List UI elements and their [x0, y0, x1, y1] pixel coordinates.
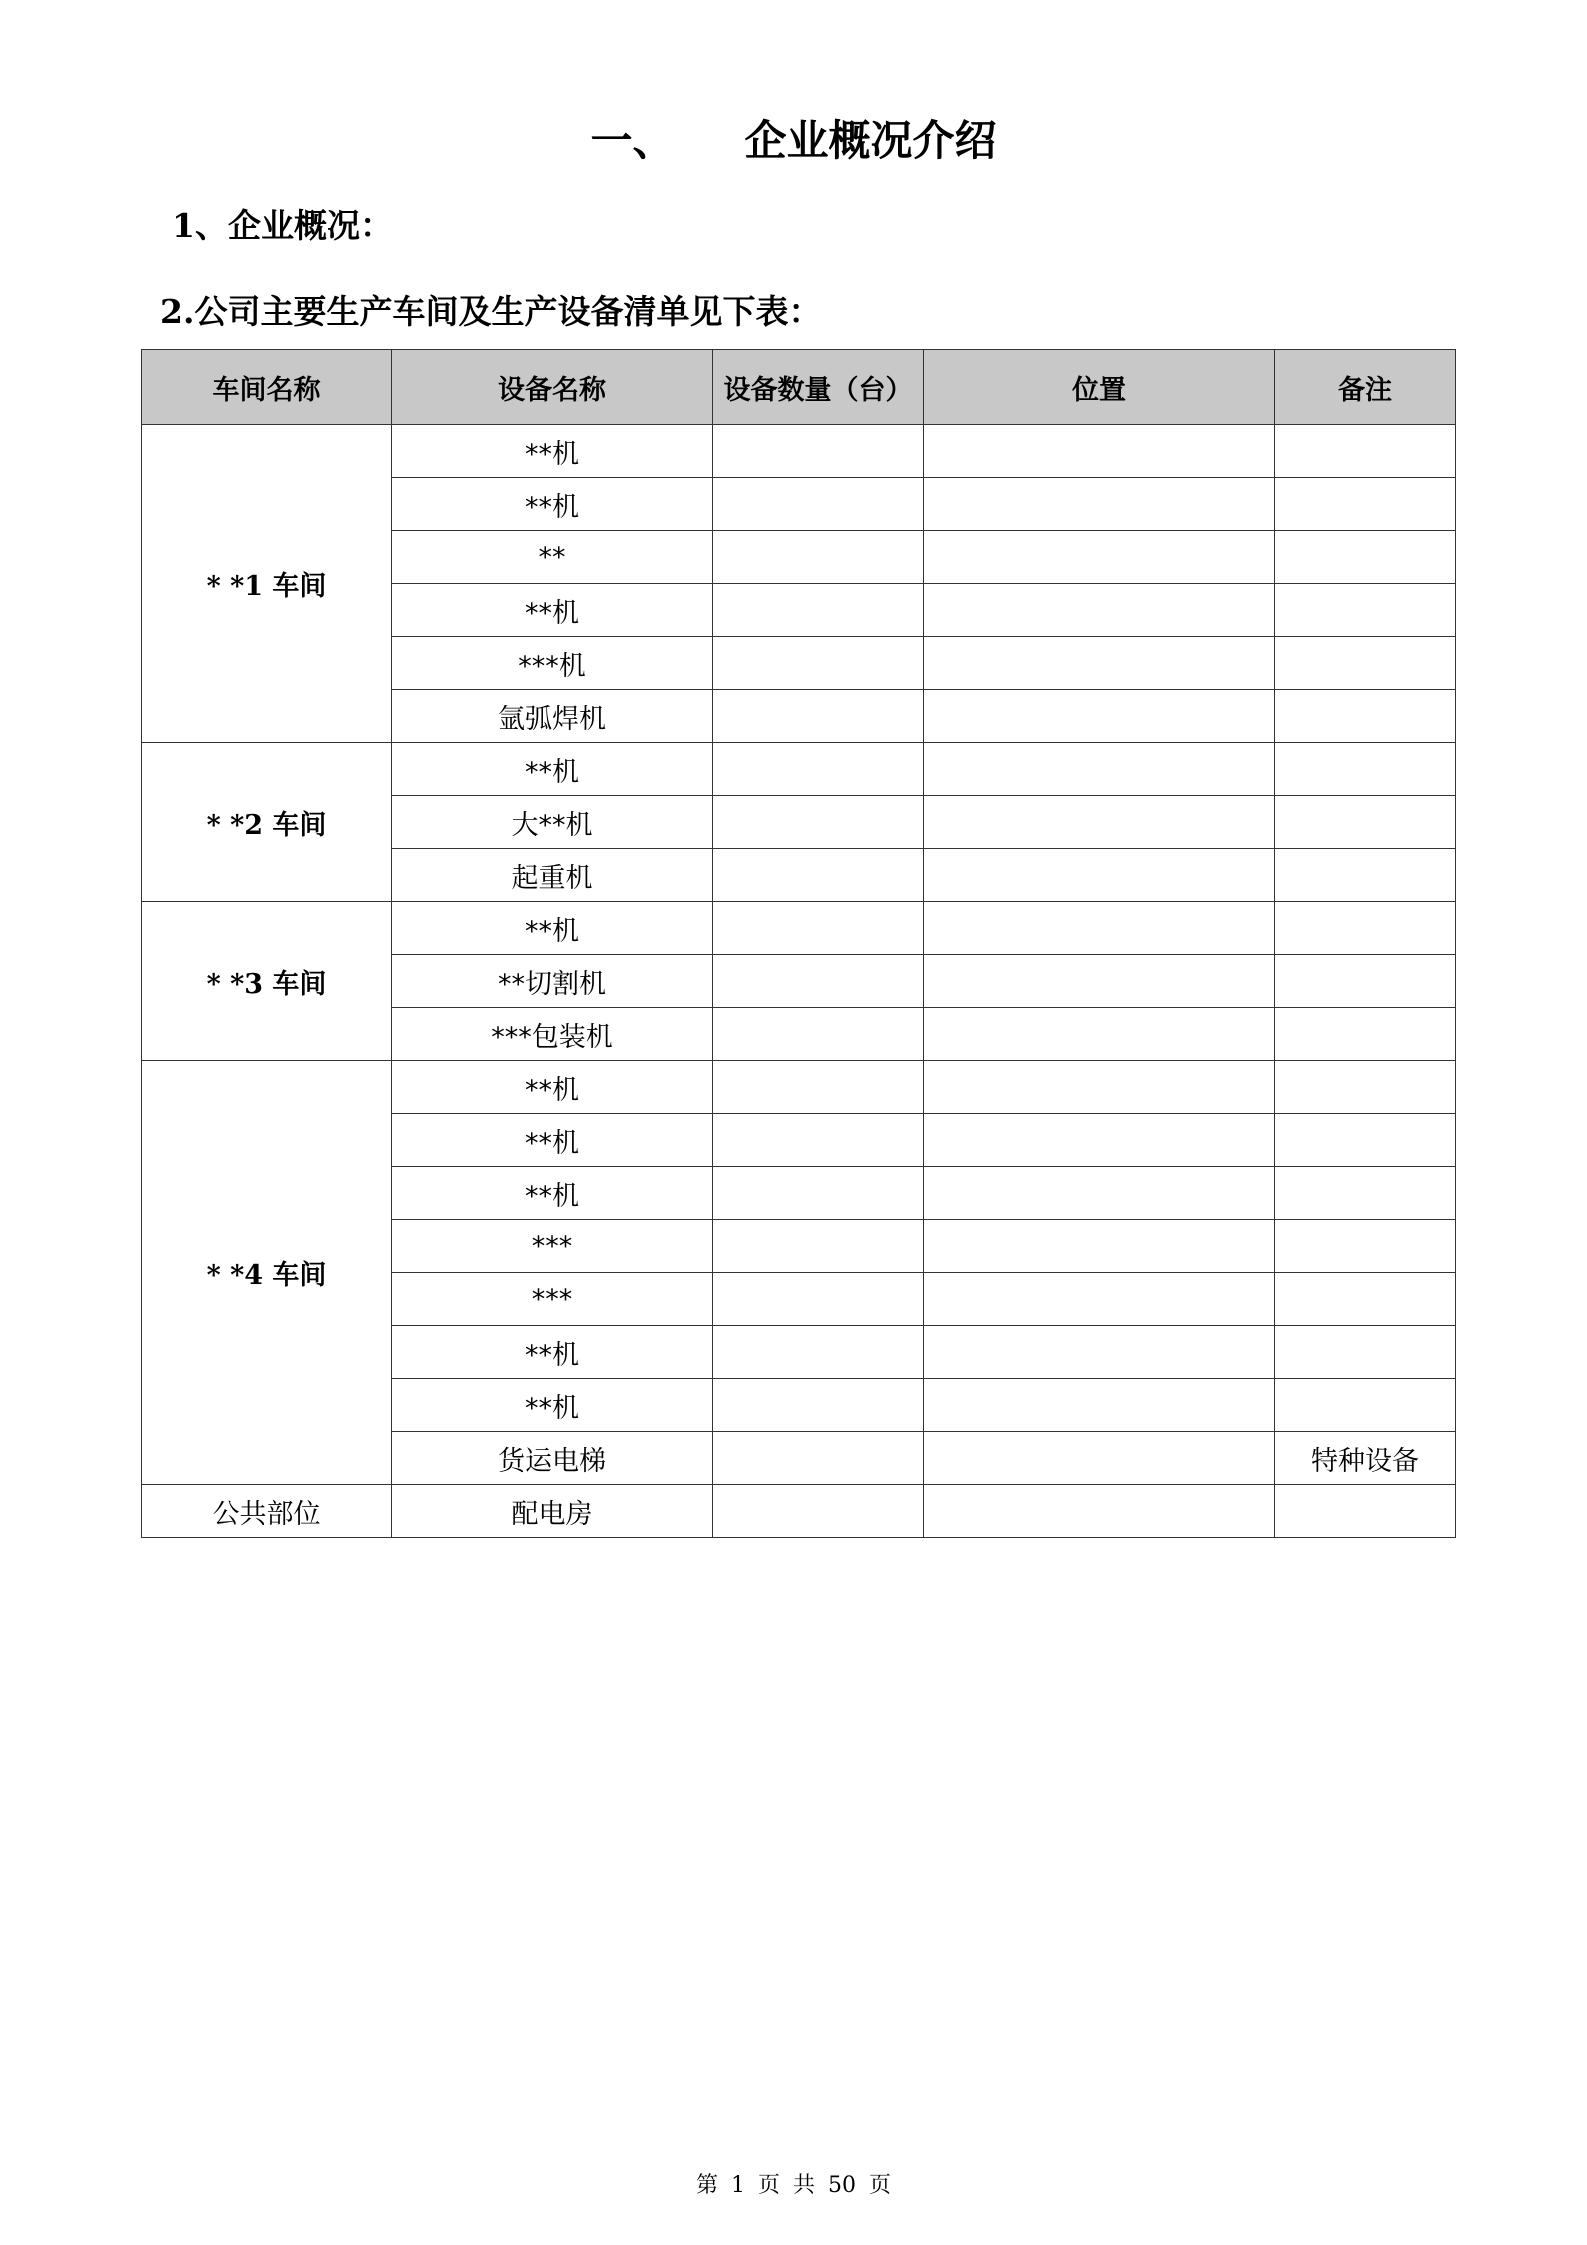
section-2-number: 2.: [160, 292, 195, 331]
remark-cell: [1275, 690, 1456, 743]
remark-cell: 特种设备: [1275, 1432, 1456, 1485]
equipment-name-cell: 大**机: [392, 796, 713, 849]
location-cell: [924, 531, 1275, 584]
location-cell: [924, 1485, 1275, 1538]
remark-cell: [1275, 1167, 1456, 1220]
equipment-quantity-cell: [713, 743, 924, 796]
remark-cell: [1275, 1379, 1456, 1432]
equipment-name-cell: 氩弧焊机: [392, 690, 713, 743]
workshop-name-cell: * *3 车间: [142, 902, 392, 1061]
equipment-name-cell: ***: [392, 1273, 713, 1326]
section-2-text: 公司主要生产车间及生产设备清单见下表：: [194, 292, 822, 331]
location-cell: [924, 584, 1275, 637]
remark-cell: [1275, 478, 1456, 531]
remark-cell: [1275, 902, 1456, 955]
location-cell: [924, 1432, 1275, 1485]
section-1-text: 企业概况：: [227, 206, 393, 245]
equipment-quantity-cell: [713, 531, 924, 584]
remark-cell: [1275, 1220, 1456, 1273]
equipment-name-cell: **机: [392, 1379, 713, 1432]
remark-cell: [1275, 743, 1456, 796]
header-equipment-name: 设备名称: [392, 350, 713, 425]
table-header-row: [142, 350, 1456, 425]
equipment-name-cell: **: [392, 531, 713, 584]
equipment-name-cell: **机: [392, 1061, 713, 1114]
location-cell: [924, 1379, 1275, 1432]
workshop-name-cell: * *4 车间: [142, 1061, 392, 1485]
equipment-quantity-cell: [713, 1485, 924, 1538]
equipment-name-cell: ***机: [392, 637, 713, 690]
location-cell: [924, 1273, 1275, 1326]
workshop-name-cell: * *2 车间: [142, 743, 392, 902]
table-row: [142, 743, 1456, 796]
equipment-quantity-cell: [713, 637, 924, 690]
remark-cell: [1275, 955, 1456, 1008]
remark-cell: [1275, 531, 1456, 584]
location-cell: [924, 1114, 1275, 1167]
equipment-quantity-cell: [713, 955, 924, 1008]
remark-cell: [1275, 1114, 1456, 1167]
equipment-quantity-cell: [713, 478, 924, 531]
equipment-quantity-cell: [713, 796, 924, 849]
equipment-quantity-cell: [713, 1114, 924, 1167]
table-row: [142, 425, 1456, 478]
location-cell: [924, 796, 1275, 849]
header-equipment-quantity: 设备数量（台）: [713, 350, 924, 425]
location-cell: [924, 849, 1275, 902]
table-row: [142, 1061, 1456, 1114]
equipment-quantity-cell: [713, 1220, 924, 1273]
title-number: 一、: [590, 116, 675, 165]
location-cell: [924, 637, 1275, 690]
equipment-name-cell: ***包装机: [392, 1008, 713, 1061]
equipment-table: [141, 349, 1456, 1538]
table-body: [142, 425, 1456, 1538]
equipment-name-cell: **机: [392, 1167, 713, 1220]
equipment-name-cell: **机: [392, 902, 713, 955]
equipment-name-cell: **机: [392, 743, 713, 796]
remark-cell: [1275, 1061, 1456, 1114]
remark-cell: [1275, 1008, 1456, 1061]
location-cell: [924, 1167, 1275, 1220]
equipment-quantity-cell: [713, 1326, 924, 1379]
location-cell: [924, 902, 1275, 955]
equipment-name-cell: **机: [392, 1326, 713, 1379]
equipment-quantity-cell: [713, 849, 924, 902]
equipment-name-cell: **机: [392, 478, 713, 531]
equipment-name-cell: 配电房: [392, 1485, 713, 1538]
remark-cell: [1275, 1326, 1456, 1379]
remark-cell: [1275, 584, 1456, 637]
location-cell: [924, 425, 1275, 478]
equipment-name-cell: **切割机: [392, 955, 713, 1008]
table-row: [142, 1485, 1456, 1538]
page-title: [0, 108, 1587, 168]
remark-cell: [1275, 1273, 1456, 1326]
equipment-quantity-cell: [713, 690, 924, 743]
remark-cell: [1275, 425, 1456, 478]
location-cell: [924, 1220, 1275, 1273]
equipment-quantity-cell: [713, 584, 924, 637]
header-remark: 备注: [1275, 350, 1456, 425]
section-1-number: 1、: [172, 206, 228, 245]
location-cell: [924, 955, 1275, 1008]
equipment-name-cell: ***: [392, 1220, 713, 1273]
equipment-name-cell: **机: [392, 425, 713, 478]
table-row: [142, 902, 1456, 955]
location-cell: [924, 478, 1275, 531]
equipment-quantity-cell: [713, 1379, 924, 1432]
equipment-quantity-cell: [713, 1432, 924, 1485]
section-heading-2: [160, 286, 821, 333]
location-cell: [924, 1061, 1275, 1114]
location-cell: [924, 1326, 1275, 1379]
equipment-quantity-cell: [713, 1167, 924, 1220]
page-footer: 第 1 页 共 50 页: [696, 2173, 891, 2198]
equipment-quantity-cell: [713, 1061, 924, 1114]
header-workshop-name: 车间名称: [142, 350, 392, 425]
location-cell: [924, 743, 1275, 796]
equipment-name-cell: **机: [392, 1114, 713, 1167]
equipment-quantity-cell: [713, 1008, 924, 1061]
equipment-name-cell: **机: [392, 584, 713, 637]
remark-cell: [1275, 796, 1456, 849]
workshop-name-cell: * *1 车间: [142, 425, 392, 743]
remark-cell: [1275, 637, 1456, 690]
location-cell: [924, 690, 1275, 743]
equipment-quantity-cell: [713, 425, 924, 478]
header-location: 位置: [924, 350, 1275, 425]
title-text: 企业概况介绍: [744, 116, 997, 165]
workshop-name-cell: 公共部位: [142, 1485, 392, 1538]
section-heading-1: [172, 200, 393, 247]
location-cell: [924, 1008, 1275, 1061]
equipment-name-cell: 起重机: [392, 849, 713, 902]
equipment-name-cell: 货运电梯: [392, 1432, 713, 1485]
remark-cell: [1275, 1485, 1456, 1538]
equipment-quantity-cell: [713, 1273, 924, 1326]
remark-cell: [1275, 849, 1456, 902]
equipment-quantity-cell: [713, 902, 924, 955]
